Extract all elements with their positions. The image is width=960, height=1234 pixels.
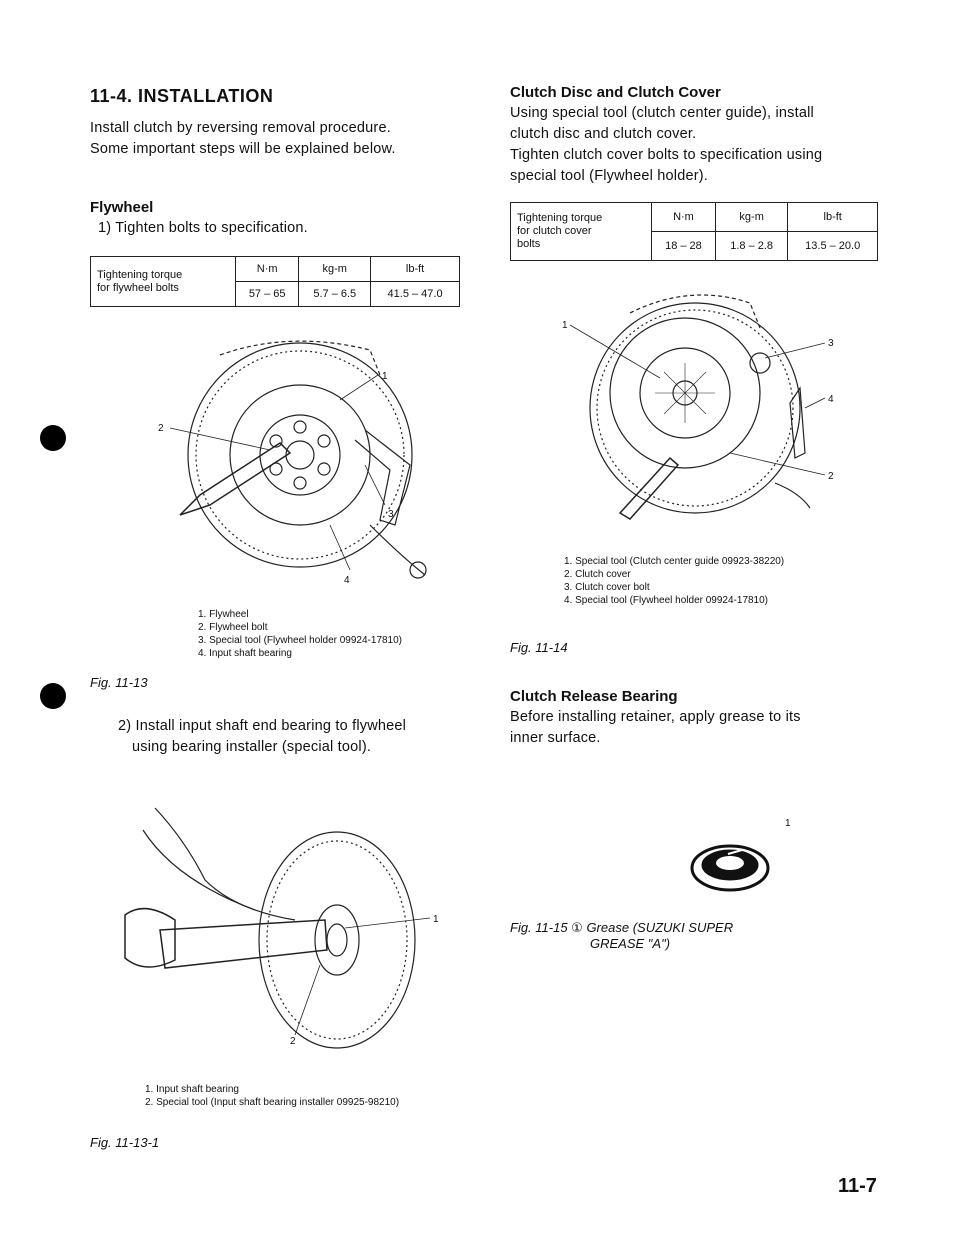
legend-item: 4. Special tool (Flywheel holder 09924-17810): [564, 595, 769, 606]
clutch-line-3: Tighten clutch cover bolts to specification using: [510, 147, 823, 163]
callout-1: 1: [785, 818, 791, 829]
fig-11-13-label: Fig. 11-13: [90, 675, 148, 690]
flywheel-legend: [198, 608, 402, 660]
fig-11-13-1-label: Fig. 11-13-1: [90, 1135, 160, 1150]
bearing-installer-illustration: [115, 800, 445, 1045]
callout-2: 2: [158, 423, 164, 434]
header-nm: N·m: [652, 203, 716, 232]
value-nm: 18 – 28: [652, 232, 716, 261]
binder-hole-bottom: [40, 683, 66, 709]
intro-text: [90, 118, 470, 160]
legend-item: 1. Special tool (Clutch center guide 09923-38220): [564, 556, 785, 567]
callout-2: 2: [290, 1036, 296, 1047]
release-bearing-illustration: [680, 812, 810, 892]
step-2-line-1: 2) Install input shaft end bearing to flywheel: [118, 718, 407, 734]
value-lbft: 41.5 – 47.0: [371, 282, 460, 307]
torque-label-line-3: bolts: [517, 238, 541, 250]
clutch-text: [510, 103, 890, 187]
legend-item: 2. Special tool (Input shaft bearing installer 09925-98210): [145, 1097, 400, 1108]
step-2-line-2: using bearing installer (special tool).: [132, 739, 372, 755]
header-lbft: lb-ft: [788, 203, 878, 232]
value-nm: 57 – 65: [236, 282, 299, 307]
flywheel-illustration: [140, 325, 460, 590]
callout-1: 1: [382, 371, 388, 382]
release-line-2: inner surface.: [510, 730, 601, 746]
callout-4: 4: [828, 394, 834, 405]
clutch-title: Clutch Disc and Clutch Cover: [510, 84, 721, 101]
callout-1: 1: [562, 320, 568, 331]
page-number: 11-7: [838, 1175, 877, 1197]
header-kgm: kg-m: [715, 203, 787, 232]
legend-item: 1. Flywheel: [198, 609, 249, 620]
legend-item: 2. Flywheel bolt: [198, 622, 268, 633]
clutch-legend: [564, 555, 784, 607]
flywheel-step-1: 1) Tighten bolts to specification.: [98, 220, 308, 236]
torque-label-line-1: Tightening torque: [517, 212, 603, 224]
fig-11-15-line-2: GREASE "A"): [590, 936, 671, 951]
legend-item: 2. Clutch cover: [564, 569, 631, 580]
bearing-legend: [145, 1083, 399, 1109]
clutch-cover-illustration: [560, 283, 850, 528]
release-text: [510, 707, 890, 749]
section-heading: 11-4. INSTALLATION: [90, 86, 274, 106]
clutch-line-4: special tool (Flywheel holder).: [510, 168, 709, 184]
value-kgm: 1.8 – 2.8: [715, 232, 787, 261]
intro-line-2: Some important steps will be explained below.: [90, 141, 396, 157]
legend-item: 1. Input shaft bearing: [145, 1084, 239, 1095]
step-2-text: [118, 716, 406, 758]
fig-11-14-label: Fig. 11-14: [510, 640, 568, 655]
legend-item: 3. Clutch cover bolt: [564, 582, 650, 593]
intro-line-1: Install clutch by reversing removal procedure.: [90, 120, 391, 136]
torque-label: [91, 257, 236, 307]
callout-1: 1: [433, 914, 439, 925]
callout-3: 3: [828, 338, 834, 349]
release-title: Clutch Release Bearing: [510, 688, 678, 705]
fig-11-15-line-1: Fig. 11-15 ① Grease (SUZUKI SUPER: [510, 920, 734, 935]
header-nm: N·m: [236, 257, 299, 282]
flywheel-title: Flywheel: [90, 199, 154, 216]
value-kgm: 5.7 – 6.5: [299, 282, 371, 307]
torque-label-line-1: Tightening torque: [97, 268, 183, 281]
clutch-line-1: Using special tool (clutch center guide), install: [510, 105, 814, 121]
header-lbft: lb-ft: [371, 257, 460, 282]
value-lbft: 13.5 – 20.0: [788, 232, 878, 261]
release-line-1: Before installing retainer, apply grease to its: [510, 709, 801, 725]
legend-item: 4. Input shaft bearing: [198, 648, 292, 659]
clutch-torque-table: [510, 202, 878, 261]
fig-11-15-caption: [510, 920, 733, 951]
callout-2: 2: [828, 471, 834, 482]
legend-item: 3. Special tool (Flywheel holder 09924-17810): [198, 635, 403, 646]
callout-3: 3: [388, 509, 394, 520]
clutch-line-2: clutch disc and clutch cover.: [510, 126, 697, 142]
torque-label: [511, 203, 652, 261]
torque-label-line-2: for clutch cover: [517, 225, 592, 237]
header-kgm: kg-m: [299, 257, 371, 282]
callout-4: 4: [344, 575, 350, 586]
torque-label-line-2: for flywheel bolts: [97, 281, 179, 294]
flywheel-torque-table: [90, 256, 460, 307]
binder-hole-top: [40, 425, 66, 451]
